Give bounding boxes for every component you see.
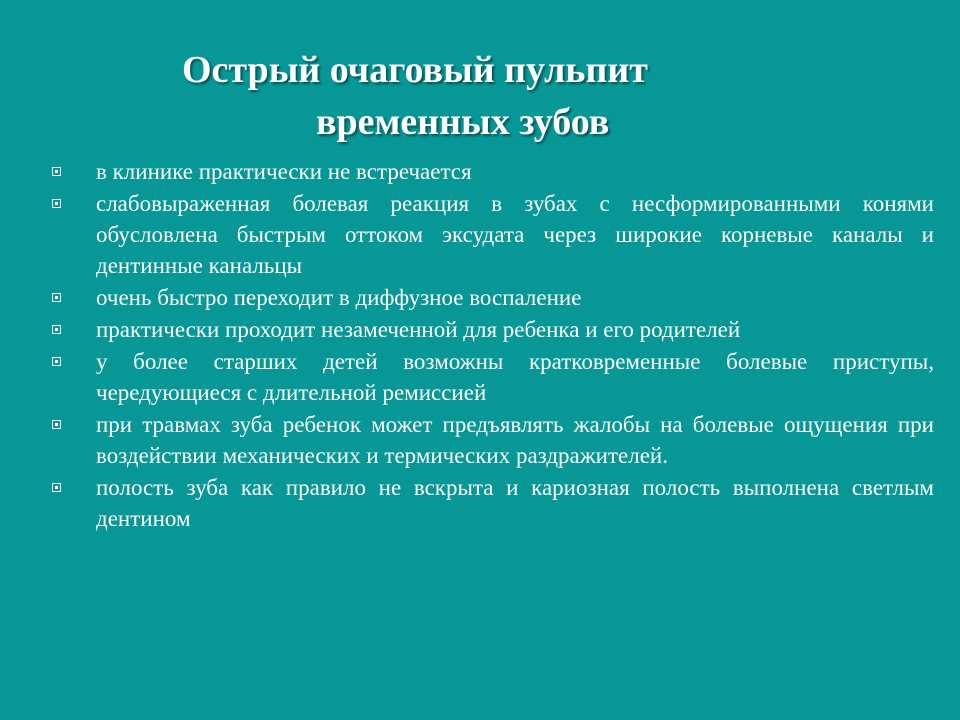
slide-title-line-1: Острый очаговый пульпит [182, 49, 648, 91]
bullet-item [52, 282, 934, 313]
bullet-text: при травмах зуба ребенок может предъявлять жалобы на болевые ощущения при воздействии механических и термических раздражителей. [96, 412, 934, 468]
square-bullet-icon [52, 293, 61, 302]
square-bullet-icon [52, 199, 61, 208]
slide-title-line-2: временных зубов [316, 101, 610, 143]
bullet-item [52, 409, 934, 471]
bullet-item [52, 314, 934, 345]
bullet-text: практически проходит незамеченной для ребенка и его родителей [96, 317, 741, 342]
bullet-item [52, 188, 934, 281]
square-bullet-icon [52, 420, 61, 429]
bullet-item [52, 472, 934, 534]
bullet-item [52, 156, 934, 187]
bullet-text: в клинике практически не встречается [96, 159, 472, 184]
bullet-text: слабовыраженная болевая реакция в зубах с несформированными конями обусловлена быстрым оттоком эксудата через широкие корневые каналы и дентинные канальцы [96, 191, 934, 278]
bullet-list [52, 156, 934, 535]
slide-title [0, 44, 960, 148]
bullet-text: полость зуба как правило не вскрыта и кариозная полость выполнена светлым дентином [96, 475, 934, 531]
square-bullet-icon [52, 357, 61, 366]
square-bullet-icon [52, 325, 61, 334]
bullet-item [52, 346, 934, 408]
square-bullet-icon [52, 483, 61, 492]
bullet-text: очень быстро переходит в диффузное воспаление [96, 285, 582, 310]
bullet-text: у более старших детей возможны кратковременные болевые приступы, чередующиеся с длительной ремиссией [96, 349, 934, 405]
square-bullet-icon [52, 167, 61, 176]
